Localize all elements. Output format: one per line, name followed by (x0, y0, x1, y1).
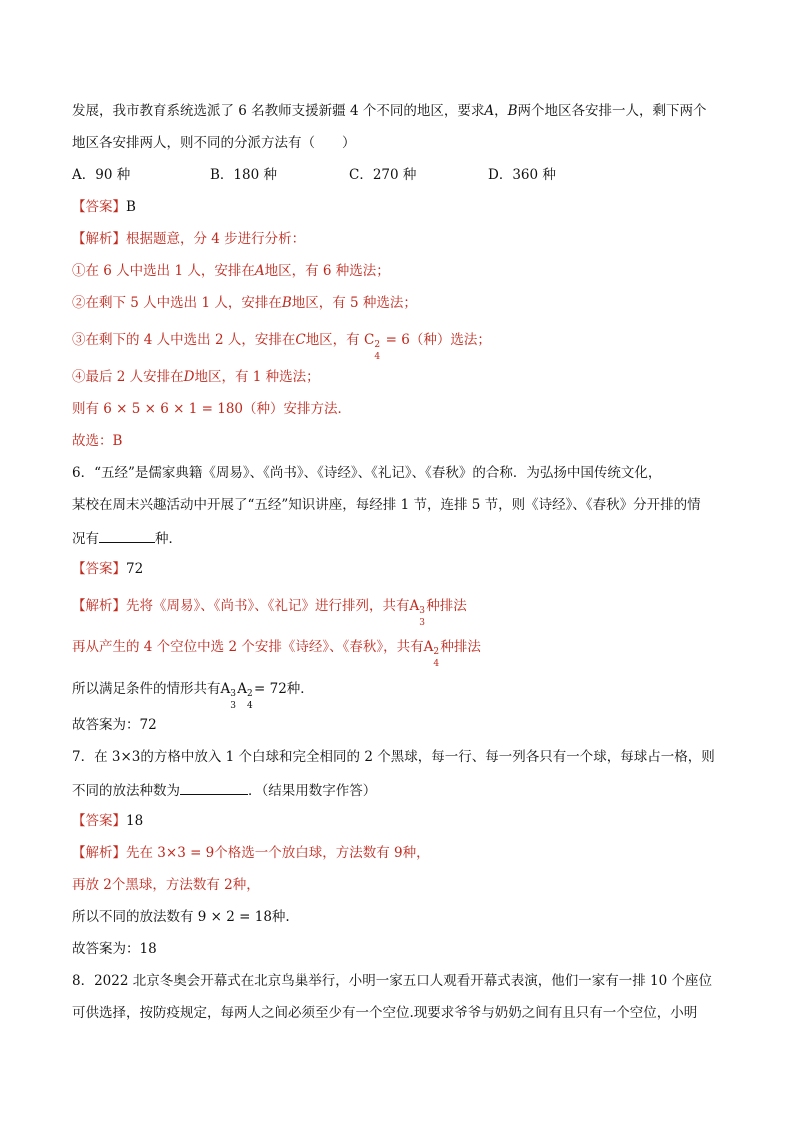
q6-analysis1: 【解析】先将《周易》、《尚书》、《礼记》进行排列，共有A 3 3 种排法 (72, 598, 467, 628)
q5-option-c: C．270 种 (349, 167, 417, 183)
q6-stem-line2: 某校在周末兴趣活动中开展了“五经”知识讲座，每经排 1 节，连排 5 节，则《诗经》、《春秋》分开排的情 (72, 497, 701, 513)
q7-stem-line2: 不同的放法种数为 ．（结果用数字作答） (72, 780, 376, 800)
q6-stem-line3: 况有 种． (72, 528, 182, 548)
answer-blank (99, 528, 155, 543)
q5-option-b: B．180 种 (210, 167, 277, 183)
q7-analysis3: 所以不同的放法数有 9 × 2 = 18种. (72, 909, 290, 925)
q6-analysis3: 所以满足条件的情形共有A 3 3 A 2 4 = 72种． (72, 681, 314, 711)
q7-final: 故答案为：18 (72, 941, 157, 957)
q5-stem-line2: 地区各安排两人，则不同的分派方法有（ ） (72, 135, 356, 151)
q8-stem-line1: 8．2022 北京冬奥会开幕式在北京鸟巢举行，小明一家五口人观看开幕式表演，他们一家有一排 10 个座位 (72, 973, 712, 989)
q5-answer: 【答案】B (72, 199, 136, 215)
q5-step2: ②在剩下 5 人中选出 1 人，安排在B地区，有 5 种选法； (72, 295, 417, 311)
q7-analysis1: 【解析】先在 3×3 = 9个格选一个放白球，方法数有 9种， (72, 845, 430, 861)
answer-blank (180, 780, 248, 795)
combination-c42: C 2 4 (363, 332, 381, 362)
q6-answer: 【答案】72 (72, 561, 144, 577)
q5-option-a: A．90 种 (72, 167, 131, 183)
q5-option-d: D．360 种 (488, 167, 556, 183)
q7-answer: 【答案】18 (72, 813, 144, 829)
q5-total: 则有 6 × 5 × 6 × 1 = 180（种）安排方法． (72, 401, 351, 417)
q5-step1: ①在 6 人中选出 1 人，安排在A地区，有 6 种选法； (72, 263, 390, 279)
q5-stem-line1: 发展，我市教育系统选派了 6 名教师支援新疆 4 个不同的地区，要求A，B两个地区各安排一人，剩下两个 (72, 103, 707, 119)
perm-a33: A 3 3 (409, 598, 425, 628)
q7-stem-line1: 7．在 3×3的方格中放入 1 个白球和完全相同的 2 个黑球，每一行、每一列各只有一个球，每球占一格，则 (72, 749, 715, 765)
q6-final: 故答案为：72 (72, 717, 157, 733)
q5-step4: ④最后 2 人安排在D地区，有 1 种选法； (72, 369, 320, 385)
perm-product: A 3 3 A 2 4 (220, 681, 253, 711)
q6-analysis2: 再从产生的 4 个空位中选 2 个安排《诗经》、《春秋》，共有A 2 4 种排法 (72, 639, 481, 669)
q7-analysis2: 再放 2个黑球，方法数有 2种， (72, 877, 260, 893)
perm-a42: A 2 4 (423, 639, 440, 669)
q5-step3: ③在剩下的 4 人中选出 2 人，安排在C地区，有 C 2 4 = 6（种）选法； (72, 332, 491, 362)
q8-stem-line2: 可供选择，按防疫规定，每两人之间必须至少有一个空位.现要求爷爷与奶奶之间有且只有一个空位，小明 (72, 1005, 698, 1021)
q5-choose: 故选：B (72, 433, 123, 449)
q6-stem-line1: 6．“五经”是儒家典籍《周易》、《尚书》、《诗经》、《礼记》、《春秋》的合称．为弘扬中国传统文化， (72, 465, 662, 481)
q5-analysis: 【解析】根据题意，分 4 步进行分析： (72, 231, 306, 247)
